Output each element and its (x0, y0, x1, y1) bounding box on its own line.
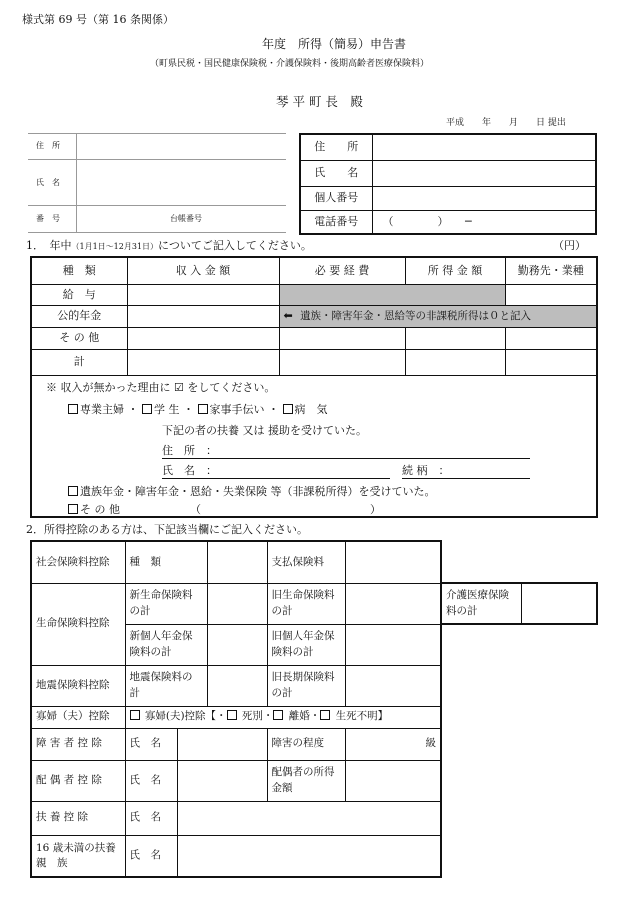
spouse-name-label: 氏 名 (125, 760, 177, 801)
spouse-label: 配 偶 者 控 除 (31, 760, 125, 801)
old-life-field[interactable] (345, 583, 441, 624)
left-number-label: 番 号 (36, 214, 60, 223)
no-income-reasons (31, 375, 597, 517)
applicant-table (299, 133, 597, 235)
row-salary-label: 給 与 (31, 284, 127, 305)
disabled-degree-label: 障害の程度 (267, 728, 345, 760)
earthquake-total-label: 地震保険料の計 (125, 665, 207, 706)
phone-format: （ ） ─ (382, 214, 472, 228)
disabled-name-label: 氏 名 (125, 728, 177, 760)
checkbox-divorce[interactable] (273, 710, 283, 720)
total-employer-field[interactable] (505, 349, 597, 375)
total-expense-field[interactable] (279, 349, 405, 375)
col-employer: 勤務先・業種 (505, 257, 597, 284)
widow-text: 寡婦(夫)控除【・ (144, 710, 227, 723)
reason-intro-text: ※ 収入が無かった理由に (46, 380, 171, 394)
other-paren-close: ） (370, 502, 381, 516)
widow-options (125, 706, 441, 728)
social-paid-field[interactable] (345, 541, 441, 583)
salary-income-field[interactable] (127, 284, 279, 305)
widow-divorce: 離婚・ (288, 710, 321, 723)
section1-heading-tail: についてご記入してください。 (158, 239, 312, 252)
col-expense: 必 要 経 費 (279, 257, 405, 284)
earthquake-total-field[interactable] (207, 665, 267, 706)
section2-heading: 2．所得控除のある方は、下記該当欄にご記入ください。 (26, 523, 308, 536)
left-info-block (28, 133, 286, 233)
under16-name-label: 氏 名 (125, 835, 177, 877)
left-ledger-label: 台帳番号 (170, 214, 202, 223)
row-total-label: 計 (31, 349, 127, 375)
other-text: そ の 他 (80, 502, 120, 516)
care-insurance-field[interactable] (521, 583, 597, 624)
checkbox-death[interactable] (227, 710, 237, 720)
checkbox-student[interactable] (142, 404, 152, 414)
arrow-left-icon: ⬅ (283, 308, 293, 322)
salary-employer-field[interactable] (505, 284, 597, 305)
col-income: 収 入 金 額 (127, 257, 279, 284)
support-text: 下記の者の扶養 又は 援助を受けていた。 (162, 423, 367, 437)
section1-unit: （円） (553, 239, 586, 252)
applicant-my-number-label: 個人番号 (300, 186, 372, 210)
applicant-phone-label: 電話番号 (300, 210, 372, 234)
support-address-line[interactable] (162, 445, 530, 459)
disabled-degree-field[interactable] (345, 728, 441, 760)
total-income-field[interactable] (127, 349, 279, 375)
row-other-label: そ の 他 (31, 327, 127, 349)
checkbox-unknown[interactable] (320, 710, 330, 720)
life-insurance-label: 生命保険料控除 (31, 583, 125, 665)
reason-intro-tail: をしてください。 (187, 380, 276, 394)
social-kind-label: 種 類 (125, 541, 207, 583)
widow-label: 寡婦（夫）控除 (31, 706, 125, 728)
disabled-label: 障 害 者 控 除 (31, 728, 125, 760)
reason-student: 学 生 (154, 402, 180, 416)
support-relation-label: 続 柄 ： (402, 463, 450, 477)
social-kind-field[interactable] (207, 541, 267, 583)
support-relation-line[interactable] (402, 465, 530, 479)
widow-unknown: 生死不明】 (335, 710, 389, 723)
old-long-term-label: 旧長期保険料の計 (267, 665, 345, 706)
disabled-grade: 級 (425, 737, 436, 750)
support-name-line[interactable] (162, 465, 390, 479)
page-subtitle: （町県民税・国民健康保険税・介護保険料・後期高齢者医療保険料） (150, 59, 430, 69)
spouse-income-label: 配偶者の所得金額 (267, 760, 345, 801)
applicant-address-label: 住 所 (300, 134, 372, 160)
earthquake-label: 地震保険料控除 (31, 665, 125, 706)
other-paren-open: （ (190, 502, 201, 516)
checked-box-icon: ☑ (174, 380, 184, 394)
reason-illness: 病 気 (294, 402, 328, 416)
checkbox-nontax[interactable] (68, 486, 78, 496)
col-earnings: 所 得 金 額 (405, 257, 505, 284)
income-table (30, 256, 598, 518)
under16-label: 16 歳未満の扶養 親 族 (31, 835, 125, 877)
care-insurance-label: 介護医療保険料の計 (441, 583, 521, 624)
col-kind: 種 類 (31, 257, 127, 284)
dependent-name-label: 氏 名 (125, 801, 177, 835)
section1-heading (26, 240, 312, 251)
submit-date: 平成 年 月 日 提出 (446, 118, 566, 128)
row-pension-label: 公的年金 (31, 305, 127, 327)
left-address-label: 住 所 (36, 141, 60, 150)
old-long-term-field[interactable] (345, 665, 441, 706)
form-number: 様式第 69 号（第 16 条関係） (22, 13, 174, 26)
social-insurance-label: 社会保険料控除 (31, 541, 125, 583)
applicant-phone-field[interactable] (372, 210, 596, 234)
left-name-label: 氏 名 (36, 178, 60, 187)
total-earnings-field[interactable] (405, 349, 505, 375)
reason-family-help: 家事手伝い (209, 402, 265, 416)
page-title: 年度 所得（簡易）申告書 (262, 37, 407, 51)
other-employer-field[interactable] (505, 327, 597, 349)
disabled-name-field[interactable] (177, 728, 267, 760)
pension-note-text: 遺族・障害年金・恩給等の非課税所得は０と記入 (300, 309, 532, 322)
new-pension-field[interactable] (207, 624, 267, 665)
new-life-field[interactable] (207, 583, 267, 624)
nontax-option (68, 486, 436, 497)
support-address-label: 住 所 ： (162, 443, 217, 457)
new-life-label: 新生命保険料の計 (125, 583, 207, 624)
reason-options: 専業主婦 ・ 学 生 ・ 家事手伝い ・ 病 気 (68, 404, 328, 415)
old-pension-label: 旧個人年金保険料の計 (267, 624, 345, 665)
other-expense-field[interactable] (279, 327, 405, 349)
deduction-table (30, 540, 442, 878)
section1-period: （1月1日～12月31日） (71, 242, 159, 251)
other-income-field[interactable] (127, 327, 279, 349)
care-insurance-table (440, 582, 598, 625)
applicant-my-number-field[interactable] (372, 186, 596, 210)
under16-name-field[interactable] (177, 835, 441, 877)
checkbox-housewife[interactable] (68, 404, 78, 414)
pension-note (279, 305, 597, 327)
old-life-label: 旧生命保険料の計 (267, 583, 345, 624)
checkbox-illness[interactable] (283, 404, 293, 414)
checkbox-family-help[interactable] (198, 404, 208, 414)
applicant-name-field[interactable] (372, 160, 596, 186)
checkbox-widow[interactable] (130, 710, 140, 720)
new-pension-label: 新個人年金保険料の計 (125, 624, 207, 665)
checkbox-other[interactable] (68, 504, 78, 514)
spouse-income-field[interactable] (345, 760, 441, 801)
old-pension-field[interactable] (345, 624, 441, 665)
nontax-text: 遺族年金・障害年金・恩給・失業保険 等（非課税所得）を受けていた。 (80, 484, 436, 498)
social-paid-label: 支払保険料 (267, 541, 345, 583)
pension-income-field[interactable] (127, 305, 279, 327)
addressee: 琴 平 町 長 殿 (276, 94, 363, 109)
spouse-name-field[interactable] (177, 760, 267, 801)
support-name-label: 氏 名 ： (162, 463, 217, 477)
salary-expense-greyed (279, 284, 505, 305)
reason-housewife: 専業主婦 (80, 402, 124, 416)
dependent-name-field[interactable] (177, 801, 441, 835)
widow-death: 死別・ (241, 710, 274, 723)
section1-heading-lead: 1． 年中 (26, 239, 72, 252)
applicant-name-label: 氏 名 (300, 160, 372, 186)
applicant-address-field[interactable] (372, 134, 596, 160)
other-earnings-field[interactable] (405, 327, 505, 349)
dependent-label: 扶 養 控 除 (31, 801, 125, 835)
reason-intro (46, 382, 275, 393)
other-option (68, 504, 120, 515)
